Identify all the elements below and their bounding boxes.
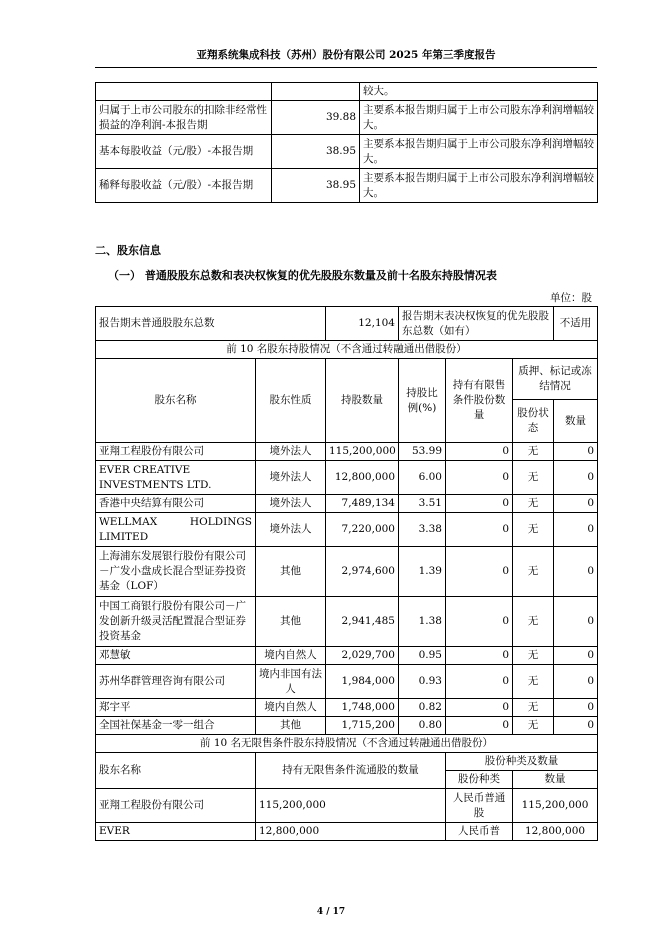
- holder-restricted: 0: [446, 597, 513, 647]
- table-row: [96, 597, 598, 647]
- holder-ratio: 0.82: [399, 699, 446, 717]
- holder-qty: 2,029,700: [326, 647, 399, 665]
- holder-ratio: 0.93: [399, 665, 446, 699]
- table-row: [96, 169, 598, 203]
- holder-qty: 1,984,000: [326, 665, 399, 699]
- pref-holders-label: 报告期末表决权恢复的优先股股东总数（如有）: [399, 307, 554, 341]
- holder-pledge-qty: 0: [554, 513, 598, 547]
- reason-cell: 主要系本报告期归属于上市公司股东净利润增幅较大。: [360, 135, 598, 169]
- item-cell: 稀释每股收益（元/股）-本报告期: [96, 169, 272, 203]
- holder-pledge-qty: 0: [554, 597, 598, 647]
- col-header-nature: 股东性质: [256, 359, 326, 443]
- table-row: [96, 495, 598, 513]
- holder-nature: 境外法人: [256, 513, 326, 547]
- holder-pledge-status: 无: [513, 547, 554, 597]
- holder-name: 上海浦东发展银行股份有限公司－广发小盘成长混合型证券投资基金（LOF）: [96, 547, 256, 597]
- holder-restricted: 0: [446, 513, 513, 547]
- blank-cell: [96, 83, 272, 101]
- holder-name: 亚翔工程股份有限公司: [96, 443, 256, 461]
- holder-pledge-qty: 0: [554, 547, 598, 597]
- unres-col-header-amount: 数量: [513, 771, 598, 789]
- page-number: 4 / 17: [316, 907, 346, 917]
- holder-nature: 境内自然人: [256, 699, 326, 717]
- holder-qty: 2,941,485: [326, 597, 399, 647]
- holder-qty: 12,800,000: [326, 461, 399, 495]
- holder-pledge-qty: 0: [554, 665, 598, 699]
- top10-caption: 前 10 名股东持股情况（不含通过转融通出借股份）: [96, 341, 598, 359]
- holder-name: EVER CREATIVE INVESTMENTS LTD.: [96, 461, 256, 495]
- holder-nature: 其他: [256, 717, 326, 735]
- holder-ratio: 1.39: [399, 547, 446, 597]
- col-header-ratio: 持股比例(%): [399, 359, 446, 443]
- holder-pledge-qty: 0: [554, 443, 598, 461]
- holder-nature: 境外法人: [256, 443, 326, 461]
- holder-pledge-status: 无: [513, 717, 554, 735]
- holder-pledge-status: 无: [513, 665, 554, 699]
- unres-col-header-qty: 持有无限售条件流通股的数量: [256, 753, 446, 789]
- table-row: [96, 135, 598, 169]
- holder-ratio: 6.00: [399, 461, 446, 495]
- subsection-title: （一） 普通股股东总数和表决权恢复的优先股股东数量及前十名股东持股情况表: [108, 269, 497, 282]
- holder-restricted: 0: [446, 665, 513, 699]
- col-header-pledge-qty: 数量: [554, 400, 598, 443]
- table-row: [96, 461, 598, 495]
- holder-restricted: 0: [446, 699, 513, 717]
- col-header-pledge-status: 股份状态: [513, 400, 554, 443]
- holder-pledge-qty: 0: [554, 461, 598, 495]
- holder-pledge-status: 无: [513, 495, 554, 513]
- table-row: [96, 443, 598, 461]
- holder-restricted: 0: [446, 647, 513, 665]
- section-title: 二、股东信息: [95, 244, 161, 257]
- holder-nature: 其他: [256, 597, 326, 647]
- holder-nature: 境外法人: [256, 461, 326, 495]
- value-cell: 38.95: [272, 169, 360, 203]
- total-holders-label: 报告期末普通股股东总数: [96, 307, 326, 341]
- holder-restricted: 0: [446, 547, 513, 597]
- holder-name: 邓慧敏: [96, 647, 256, 665]
- holder-qty: 2,974,600: [326, 547, 399, 597]
- holder-name: 香港中央结算有限公司: [96, 495, 256, 513]
- reason-cell: 主要系本报告期归属于上市公司股东净利润增幅较大。: [360, 169, 598, 203]
- table-row: [96, 823, 598, 841]
- holder-restricted: 0: [446, 495, 513, 513]
- col-header-pledge: 质押、标记或冻结情况: [513, 359, 598, 400]
- table-row: [96, 717, 598, 735]
- table-row: [96, 665, 598, 699]
- col-header-qty: 持股数量: [326, 359, 399, 443]
- table-row: [96, 513, 598, 547]
- item-cell: 归属于上市公司股东的扣除非经常性损益的净利润-本报告期: [96, 101, 272, 135]
- page-header: 亚翔系统集成科技（苏州）股份有限公司 2025 年第三季度报告: [95, 47, 597, 68]
- holder-name: 郑宇平: [96, 699, 256, 717]
- reason-cell: 主要系本报告期归属于上市公司股东净利润增幅较大。: [360, 101, 598, 135]
- total-holders-value: 12,104: [326, 307, 399, 341]
- unres-col-header-kind: 股份种类: [446, 771, 513, 789]
- holder-name: 中国工商银行股份有限公司－广发创新升级灵活配置混合型证券投资基金: [96, 597, 256, 647]
- value-cell: 38.95: [272, 135, 360, 169]
- shareholders-table: [95, 306, 598, 841]
- table-row: [96, 101, 598, 135]
- value-cell: 39.88: [272, 101, 360, 135]
- unres-holder-amount: 12,800,000: [513, 823, 598, 841]
- unres-col-header-name: 股东名称: [96, 753, 256, 789]
- table-row: [96, 699, 598, 717]
- holder-ratio: 3.38: [399, 513, 446, 547]
- holder-restricted: 0: [446, 443, 513, 461]
- holder-pledge-status: 无: [513, 461, 554, 495]
- holder-ratio: 53.99: [399, 443, 446, 461]
- holder-qty: 7,489,134: [326, 495, 399, 513]
- table-row: [96, 547, 598, 597]
- holder-nature: 其他: [256, 547, 326, 597]
- unres-holder-qty: 12,800,000: [256, 823, 446, 841]
- holder-restricted: 0: [446, 717, 513, 735]
- holder-pledge-status: 无: [513, 597, 554, 647]
- holder-qty: 7,220,000: [326, 513, 399, 547]
- table-row: [96, 789, 598, 823]
- holder-pledge-qty: 0: [554, 647, 598, 665]
- holder-qty: 1,748,000: [326, 699, 399, 717]
- holder-pledge-qty: 0: [554, 699, 598, 717]
- col-header-name: 股东名称: [96, 359, 256, 443]
- holder-ratio: 3.51: [399, 495, 446, 513]
- holder-name: 苏州华群管理咨询有限公司: [96, 665, 256, 699]
- holder-nature: 境内自然人: [256, 647, 326, 665]
- holder-nature: 境内非国有法人: [256, 665, 326, 699]
- holder-pledge-status: 无: [513, 443, 554, 461]
- unres-holder-amount: 115,200,000: [513, 789, 598, 823]
- holder-pledge-status: 无: [513, 513, 554, 547]
- holder-name: WELLMAX HOLDINGS LIMITED: [96, 513, 256, 547]
- reason-cell: 较大。: [360, 83, 598, 101]
- pref-holders-value: 不适用: [554, 307, 598, 341]
- holder-ratio: 1.38: [399, 597, 446, 647]
- holder-pledge-qty: 0: [554, 717, 598, 735]
- holder-ratio: 0.80: [399, 717, 446, 735]
- holder-pledge-status: 无: [513, 647, 554, 665]
- holder-ratio: 0.95: [399, 647, 446, 665]
- unres-col-header-type: 股份种类及数量: [446, 753, 598, 771]
- holder-qty: 1,715,200: [326, 717, 399, 735]
- holder-nature: 境外法人: [256, 495, 326, 513]
- holder-name: 全国社保基金一零一组合: [96, 717, 256, 735]
- holder-restricted: 0: [446, 461, 513, 495]
- net-profit-change-table: [95, 82, 598, 203]
- unres-holder-name: EVER: [96, 823, 256, 841]
- unres-holder-kind: 人民币普: [446, 823, 513, 841]
- unres-holder-name: 亚翔工程股份有限公司: [96, 789, 256, 823]
- col-header-restricted: 持有有限售条件股份数量: [446, 359, 513, 443]
- item-cell: 基本每股收益（元/股）-本报告期: [96, 135, 272, 169]
- holder-pledge-status: 无: [513, 699, 554, 717]
- unit-label: 单位：股: [550, 292, 592, 304]
- blank-cell: [272, 83, 360, 101]
- holder-pledge-qty: 0: [554, 495, 598, 513]
- holder-qty: 115,200,000: [326, 443, 399, 461]
- unrestricted-caption: 前 10 名无限售条件股东持股情况（不含通过转融通出借股份）: [96, 735, 598, 753]
- unres-holder-kind: 人民币普通股: [446, 789, 513, 823]
- table-row: [96, 647, 598, 665]
- unres-holder-qty: 115,200,000: [256, 789, 446, 823]
